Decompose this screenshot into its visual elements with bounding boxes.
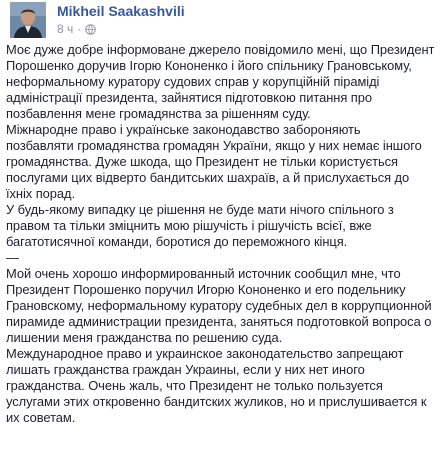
- post-text-line: Моє дуже добре інформоване джерело повідомило мені, що Президент: [6, 42, 435, 57]
- post-text-line: услугами этих откровенно бандитских жуликов, но и прислушивается к: [6, 394, 427, 409]
- post-text-line: послугами цих відверто бандитських шахраїв, а й прислухається до: [6, 170, 410, 185]
- post-meta: [57, 22, 96, 36]
- post-text-line: лишать гражданства граждан Украины, если у них нет иного: [6, 362, 365, 377]
- post-text-line: громадянства. Дуже шкода, що Президент не тільки користується: [6, 154, 398, 169]
- post-text-line: Международное право и украинское законодательство запрещают: [6, 346, 404, 361]
- post-text-line: пирамиде администрации президента, заняться подготовкой вопроса о: [6, 314, 432, 329]
- post-text-line: позбавлення мене громадянства за рішенням суду.: [6, 106, 311, 121]
- post-header: [6, 0, 434, 44]
- globe-icon[interactable]: [85, 24, 96, 35]
- post-separator-dash: —: [6, 250, 19, 265]
- author-avatar[interactable]: [10, 2, 46, 38]
- post-text-line: багатотисячної команди, боротися до переможного кінця.: [6, 234, 348, 249]
- avatar-portrait-image: [10, 2, 46, 38]
- post-timestamp[interactable]: 8 ч: [57, 22, 74, 36]
- post-text-line: правом та тільки зміцнить мою рішучість і рішучість всієї, вже: [6, 218, 372, 233]
- post-text-line: У будь-якому випадку це рішення не буде мати нічого спільного з: [6, 202, 394, 217]
- post-text-line: Грановскому, неформальному куратору судебных дел в коррупционной: [6, 298, 432, 313]
- post-text-line: гражданства. Очень жаль, что Президент не только пользуется: [6, 378, 383, 393]
- meta-separator: ·: [77, 22, 82, 36]
- post-text-line: їхніх порад.: [6, 186, 76, 201]
- post-text-line: их советам.: [6, 410, 76, 425]
- post-body: [6, 42, 436, 426]
- post-text-line: адміністрації президента, зайнятися підготовкою питання про: [6, 90, 372, 105]
- post-text-line: лишении меня гражданства по решению суда.: [6, 330, 283, 345]
- post-text-line: позбавляти громадянства громадян України, якщо у них немає іншого: [6, 138, 422, 153]
- post-text-line: Мой очень хорошо информированный источник сообщил мне, что: [6, 266, 401, 281]
- post-text-line: неформальному куратору судових справ у корупційній піраміді: [6, 74, 380, 89]
- post-text-line: Міжнародне право і українське законодавство забороняють: [6, 122, 361, 137]
- post-text-line: Порошенко доручив Ігорю Кононенко і його спільнику Грановському,: [6, 58, 412, 73]
- post-text-line: Президент Порошенко поручил Игорю Кононенко и его подельнику: [6, 282, 406, 297]
- author-name-link[interactable]: Mikheil Saakashvili: [57, 3, 185, 19]
